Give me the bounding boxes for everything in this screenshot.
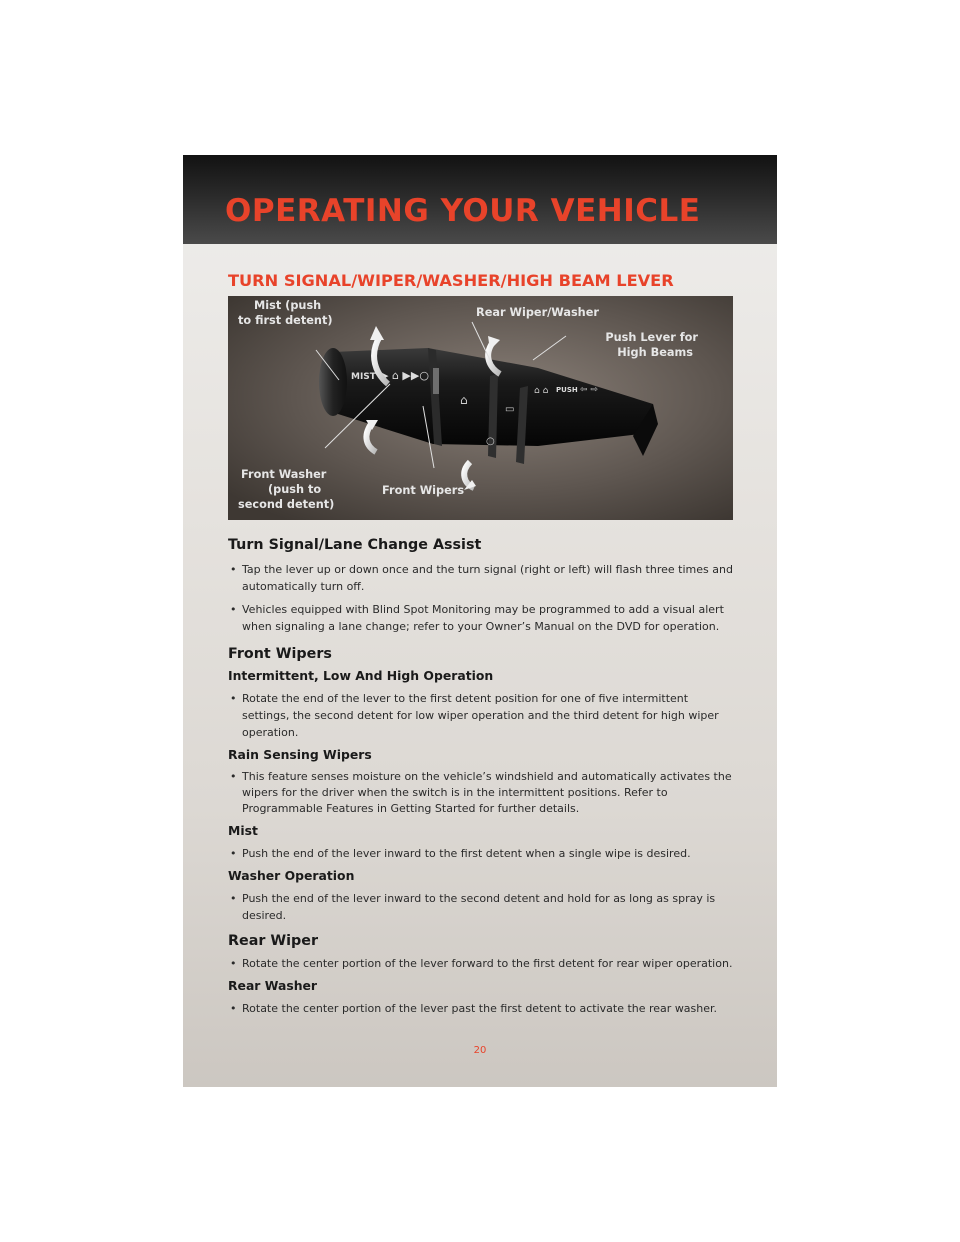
rain-sensing-list [228, 769, 738, 817]
label-mist-line2: to first detent) [238, 314, 333, 327]
lever-figure [228, 296, 733, 520]
mist-list [228, 845, 738, 862]
washer-operation-list [228, 890, 738, 924]
lever-illustration [228, 296, 733, 520]
high-beam-symbols: ⇦ ⇨ [580, 385, 598, 395]
rain-sensing-heading: Rain Sensing Wipers [228, 747, 372, 762]
stalk-push-text: PUSH [556, 386, 578, 394]
label-front-washer-line2: (push to [268, 483, 322, 496]
rear-wiper-heading: Rear Wiper [228, 933, 319, 949]
page-number: 20 [473, 1045, 487, 1056]
rear-wiper-symbol: ▭ [505, 404, 515, 415]
turn-signal-heading: Turn Signal/Lane Change Assist [228, 537, 482, 553]
header-bar [183, 155, 777, 244]
label-push-lever-line1: Push Lever for [605, 331, 698, 344]
section-title: TURN SIGNAL/WIPER/WASHER/HIGH BEAM LEVER [228, 271, 674, 290]
washer-operation-heading: Washer Operation [228, 868, 355, 883]
label-front-washer-line3: second detent) [238, 498, 335, 511]
list-item: • Rotate the center portion of the lever past the first detent to activate the rear washer. [228, 1000, 738, 1017]
label-mist-line1: Mist (push [254, 299, 322, 312]
turn-signal-list [228, 561, 738, 635]
front-wiper-symbol: ⌂ [460, 393, 468, 407]
rear-off-symbol: ○ [486, 436, 495, 447]
rear-washer-symbols: ⌂ ⌂ [534, 386, 549, 396]
rear-washer-list [228, 1000, 738, 1017]
list-item: • This feature senses moisture on the vehicle’s windshield and automatically activates the wipers for the driver when the switch is in the intermittent positions. Refer to Programmable Features in Getting Started for further details. [228, 769, 738, 817]
list-item: • Rotate the center portion of the lever forward to the first detent for rear wiper operation. [228, 956, 738, 972]
page-title: OPERATING YOUR VEHICLE [225, 193, 701, 229]
list-item: • Vehicles equipped with Blind Spot Monitoring may be programmed to add a visual alert when signaling a lane change; refer to your Owner’s Manual on the DVD for operation. [228, 601, 738, 635]
list-item: • Push the end of the lever inward to the first detent when a single wipe is desired. [228, 845, 738, 862]
wiper-speed-symbols: ▶ ⌂ ▶▶○ [380, 369, 429, 382]
label-front-washer-line1: Front Washer [241, 468, 327, 481]
manual-page [183, 155, 777, 1087]
content [228, 535, 738, 1017]
detent-indicator [433, 368, 439, 394]
stalk-mist-text: MIST [351, 372, 376, 382]
label-rear-wiper: Rear Wiper/Washer [476, 306, 599, 319]
list-item: • Rotate the end of the lever to the first detent position for one of five intermittent settings, the second detent for low wiper operation and the third detent for high wiper operation. [228, 690, 738, 741]
lever-end-cap [319, 348, 347, 416]
front-wipers-heading: Front Wipers [228, 646, 332, 662]
rear-wiper-list [228, 956, 738, 972]
label-push-lever-line2: High Beams [617, 346, 693, 359]
list-item: • Tap the lever up or down once and the turn signal (right or left) will flash three times and automatically turn off. [228, 561, 738, 595]
label-front-wipers: Front Wipers [382, 484, 465, 497]
intermittent-list [228, 690, 738, 741]
mist-heading: Mist [228, 823, 258, 838]
intermittent-heading: Intermittent, Low And High Operation [228, 668, 494, 683]
rear-washer-heading: Rear Washer [228, 978, 318, 993]
list-item: • Push the end of the lever inward to the second detent and hold for as long as spray is desired. [228, 890, 738, 924]
